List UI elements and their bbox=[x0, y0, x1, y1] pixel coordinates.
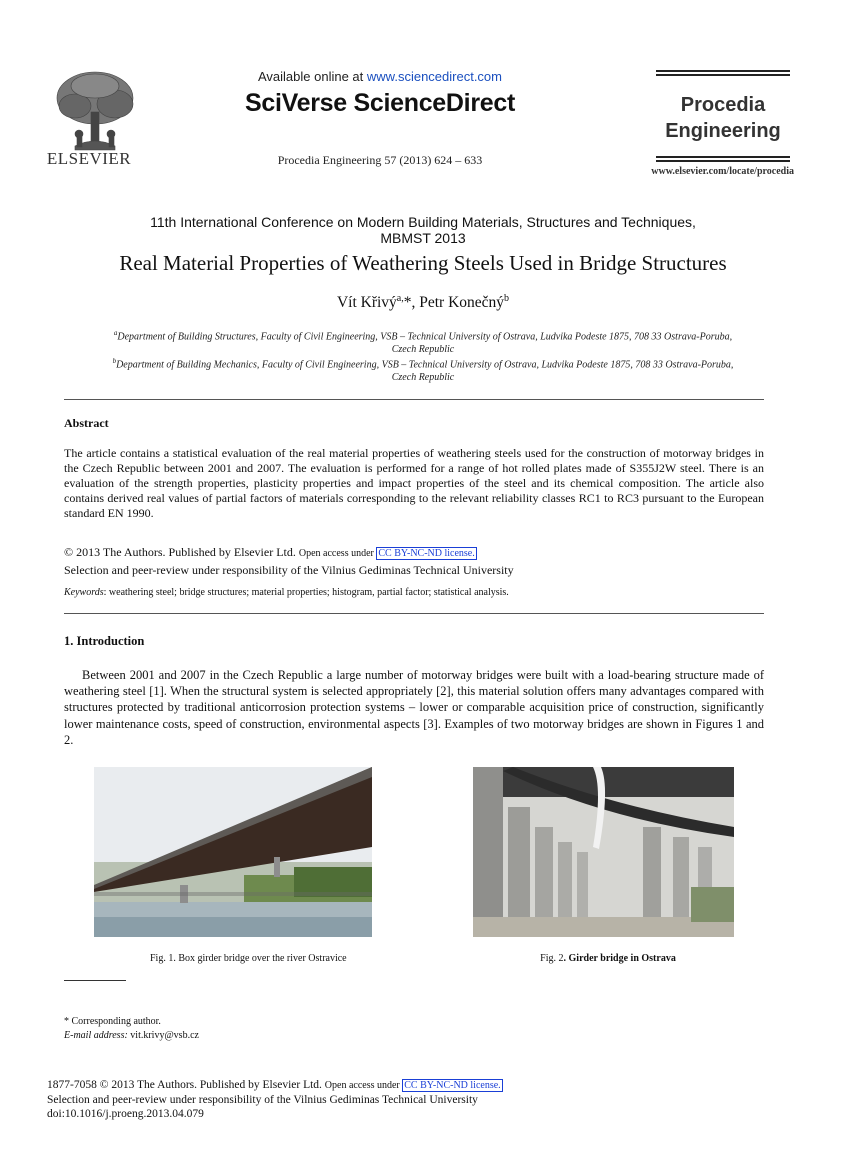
available-online: Available online at www.sciencedirect.com bbox=[257, 69, 502, 84]
section-heading-introduction: 1. Introduction bbox=[64, 634, 145, 648]
footer: 1877-7058 © 2013 The Authors. Published by Elsevier Ltd. Open access under CC BY-NC-ND license. Selection and peer-review under responsibility of the Vilnius Gediminas Technical University doi:10.1016/j.proeng.2013.04.079 bbox=[47, 1078, 807, 1121]
publisher-name: ELSEVIER bbox=[46, 149, 132, 168]
sciencedirect-link[interactable]: www.sciencedirect.com bbox=[366, 69, 502, 84]
email-link[interactable]: vit.krivy@vsb.cz bbox=[127, 1030, 199, 1041]
license-link[interactable]: CC BY-NC-ND license. bbox=[378, 548, 475, 559]
sciverse-logo-text: SciVerse ScienceDirect bbox=[245, 89, 515, 117]
journal-reference: Procedia Engineering 57 (2013) 624 – 633 bbox=[277, 153, 483, 167]
figure-1-caption: Fig. 1. Box girder bridge over the river Ostravice bbox=[150, 953, 347, 964]
journal-name-line2: Engineering bbox=[665, 120, 781, 142]
footnote-divider bbox=[64, 980, 126, 981]
affiliation-a: $^a$Department of Building Structures, Faculty of Civil Engineering, VSB – Technical University of Ostrava, Ludvika Podeste 1875, 708 33 Ostrava-Poruba, Czech Republic bbox=[113, 329, 733, 356]
introduction-text: Between 2001 and 2007 in the Czech Republic a large number of motorway bridges were built with a load-bearing structure made of weathering steel [1]. When the structural system is selected appropriately [2], this material solution offers many advantages compared with structures protected by traditional anticorrosion protection systems – lower or comparable acquisition price of construction, significantly lower maintenance costs, speed of construction, environmental aspects [3]. Examples of two motorway bridges are shown in Figures 1 and 2. bbox=[64, 668, 764, 747]
journal-url[interactable]: www.elsevier.com/locate/procedia bbox=[651, 166, 794, 177]
footer-license-link[interactable]: CC BY-NC-ND license. bbox=[404, 1080, 501, 1091]
divider bbox=[64, 399, 764, 400]
affiliation-b: $^b$Department of Building Mechanics, Faculty of Civil Engineering, VSB – Technical University of Ostrava, Ludvika Podeste 1875, 708 33 Ostrava-Poruba, Czech Republic bbox=[112, 357, 734, 384]
copyright-notice: © 2013 The Authors. Published by Elsevier Ltd. Open access under CC BY-NC-ND license. Selection and peer-review under responsibility of the Vilnius Gediminas Technical University bbox=[64, 545, 514, 577]
conference-name: 11th International Conference on Modern Building Materials, Structures and Techniques, MBMST 2013 bbox=[150, 214, 696, 246]
journal-logo bbox=[656, 70, 790, 164]
authors: Vít Křivý$^{a,}$*, Petr Konečný$^b$ bbox=[336, 293, 510, 312]
paper-title: Real Material Properties of Weathering Steels Used in Bridge Structures bbox=[119, 251, 727, 275]
figure-2-caption: Fig. 2. Girder bridge in Ostrava bbox=[540, 953, 676, 964]
figure-1-bridge-photo bbox=[94, 767, 372, 937]
doi[interactable]: doi:10.1016/j.proeng.2013.04.079 bbox=[47, 1108, 204, 1120]
author-email: E-mail address: vit.krivy@vsb.cz bbox=[64, 1030, 199, 1041]
journal-name-line1: Procedia bbox=[680, 94, 766, 116]
figure-2-bridge-photo bbox=[473, 767, 734, 937]
abstract-heading: Abstract bbox=[64, 416, 109, 430]
corresponding-author: * Corresponding author. bbox=[64, 1016, 161, 1027]
author-2: Petr Konečný bbox=[419, 294, 505, 312]
keywords: Keywords: weathering steel; bridge structures; material properties; histogram, partial factor; statistical analysis. bbox=[64, 587, 509, 598]
author-1: Vít Křivý bbox=[336, 294, 397, 312]
abstract-text: The article contains a statistical evaluation of the real material properties of weathering steels used for the construction of motorway bridges in the Czech Republic between 2001 and 2007. The evaluation is performed for a range of hot rolled plates made of S355J2W steel. There is an evaluation of the strength properties, plasticity properties and impact properties of the steel and its chemical composition. The article also contains derived real values of partial factors of materials corresponding to the relevant reliability classes RC1 to RC3 pursuant to the European standard EN 1990. bbox=[64, 446, 764, 520]
divider bbox=[64, 613, 764, 614]
